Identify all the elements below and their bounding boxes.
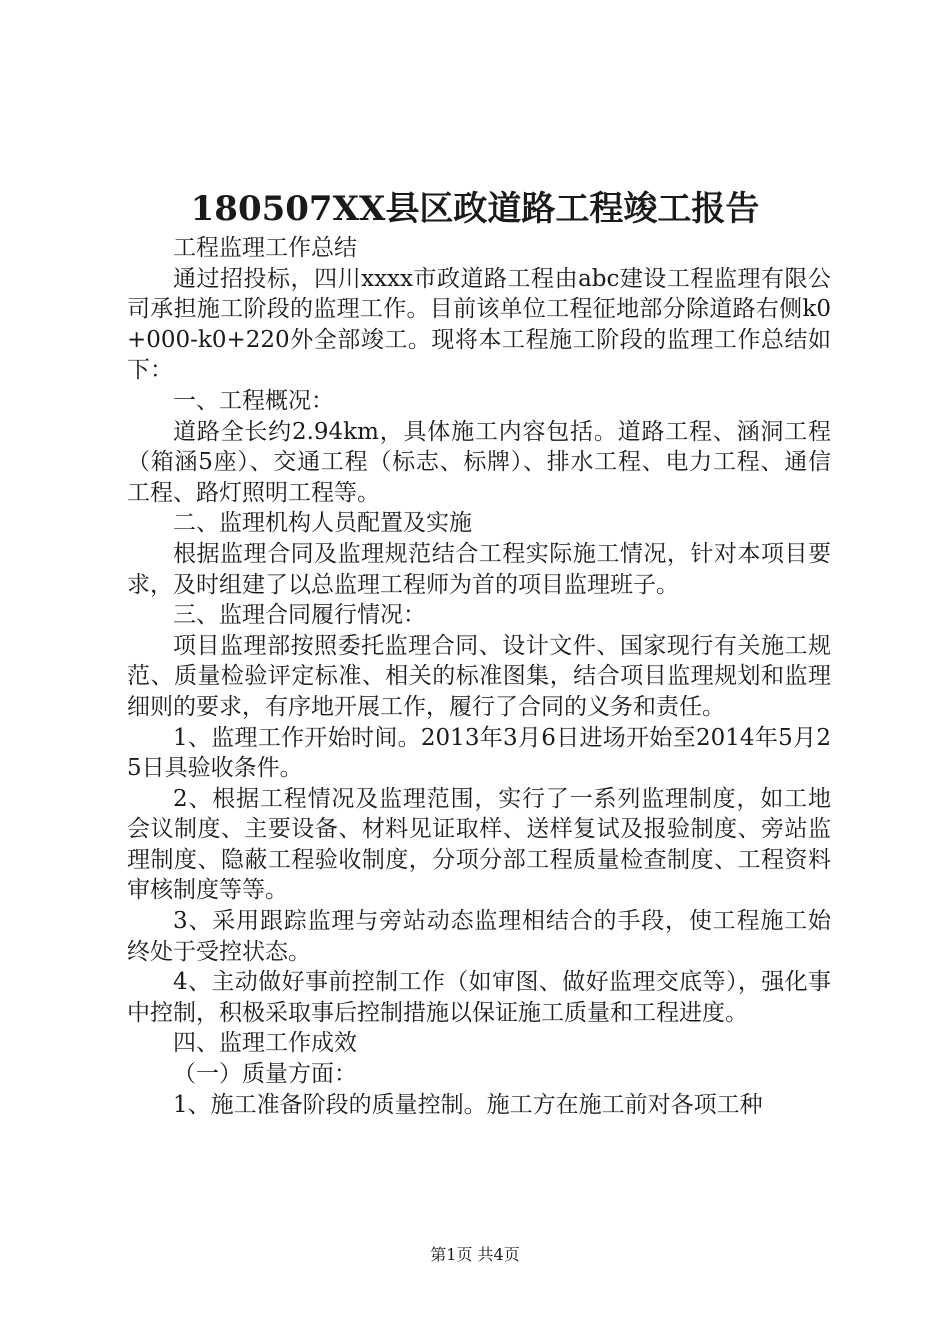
- document-body: [127, 233, 831, 1120]
- list-item-2: 2、根据工程情况及监理范围，实行了一系列监理制度，如工地会议制度、主要设备、材料见证取样、送样复试及报验制度、旁站监理制度、隐蔽工程验收制度，分项分部工程质量检查制度、工程资料审核制度等等。: [127, 785, 831, 904]
- paragraph-overview: 道路全长约2.94km，具体施工内容包括。道路工程、涵洞工程（箱涵5座）、交通工程（标志、标牌）、排水工程、电力工程、通信工程、路灯照明工程等。: [127, 418, 831, 506]
- list-item-1: 1、监理工作开始时间。2013年3月6日进场开始至2014年5月25日具验收条件。: [127, 724, 831, 782]
- list-item-3: 3、采用跟踪监理与旁站动态监理相结合的手段，使工程施工始终处于受控状态。: [127, 908, 831, 965]
- section-heading-overview: 一、工程概况：: [173, 387, 334, 414]
- subsection-heading-quality: （一）质量方面：: [173, 1061, 357, 1088]
- paragraph-summary-heading: 工程监理工作总结: [173, 235, 357, 261]
- section-heading-contract: 三、监理合同履行情况：: [173, 602, 426, 629]
- list-item-4: 4、主动做好事前控制工作（如审图、做好监理交底等），强化事中控制，积极采取事后控制措施以保证施工质量和工程进度。: [127, 969, 831, 1026]
- paragraph-intro: 通过招投标，四川xxxx市政道路工程由abc建设工程监理有限公司承担施工阶段的监理工作。目前该单位工程征地部分除道路右侧k0+000-k0+220外全部竣工。现将本工程施工阶段的监理工作总结如下：: [127, 265, 831, 384]
- paragraph-staffing: 根据监理合同及监理规范结合工程实际施工情况，针对本项目要求，及时组建了以总监理工程师为首的项目监理班子。: [127, 540, 831, 598]
- document-title: 180507XX县区政道路工程竣工报告: [190, 189, 760, 229]
- section-heading-staffing: 二、监理机构人员配置及实施: [173, 510, 472, 537]
- paragraph-contract: 项目监理部按照委托监理合同、设计文件、国家现行有关施工规范、质量检验评定标准、相关的标准图集，结合项目监理规划和监理细则的要求，有序地开展工作，履行了合同的义务和责任。: [127, 632, 831, 720]
- section-heading-results: 四、监理工作成效: [173, 1030, 357, 1057]
- page-footer: 第1页 共4页: [430, 1245, 520, 1264]
- paragraph-quality-1: 1、施工准备阶段的质量控制。施工方在施工前对各项工种: [173, 1091, 763, 1118]
